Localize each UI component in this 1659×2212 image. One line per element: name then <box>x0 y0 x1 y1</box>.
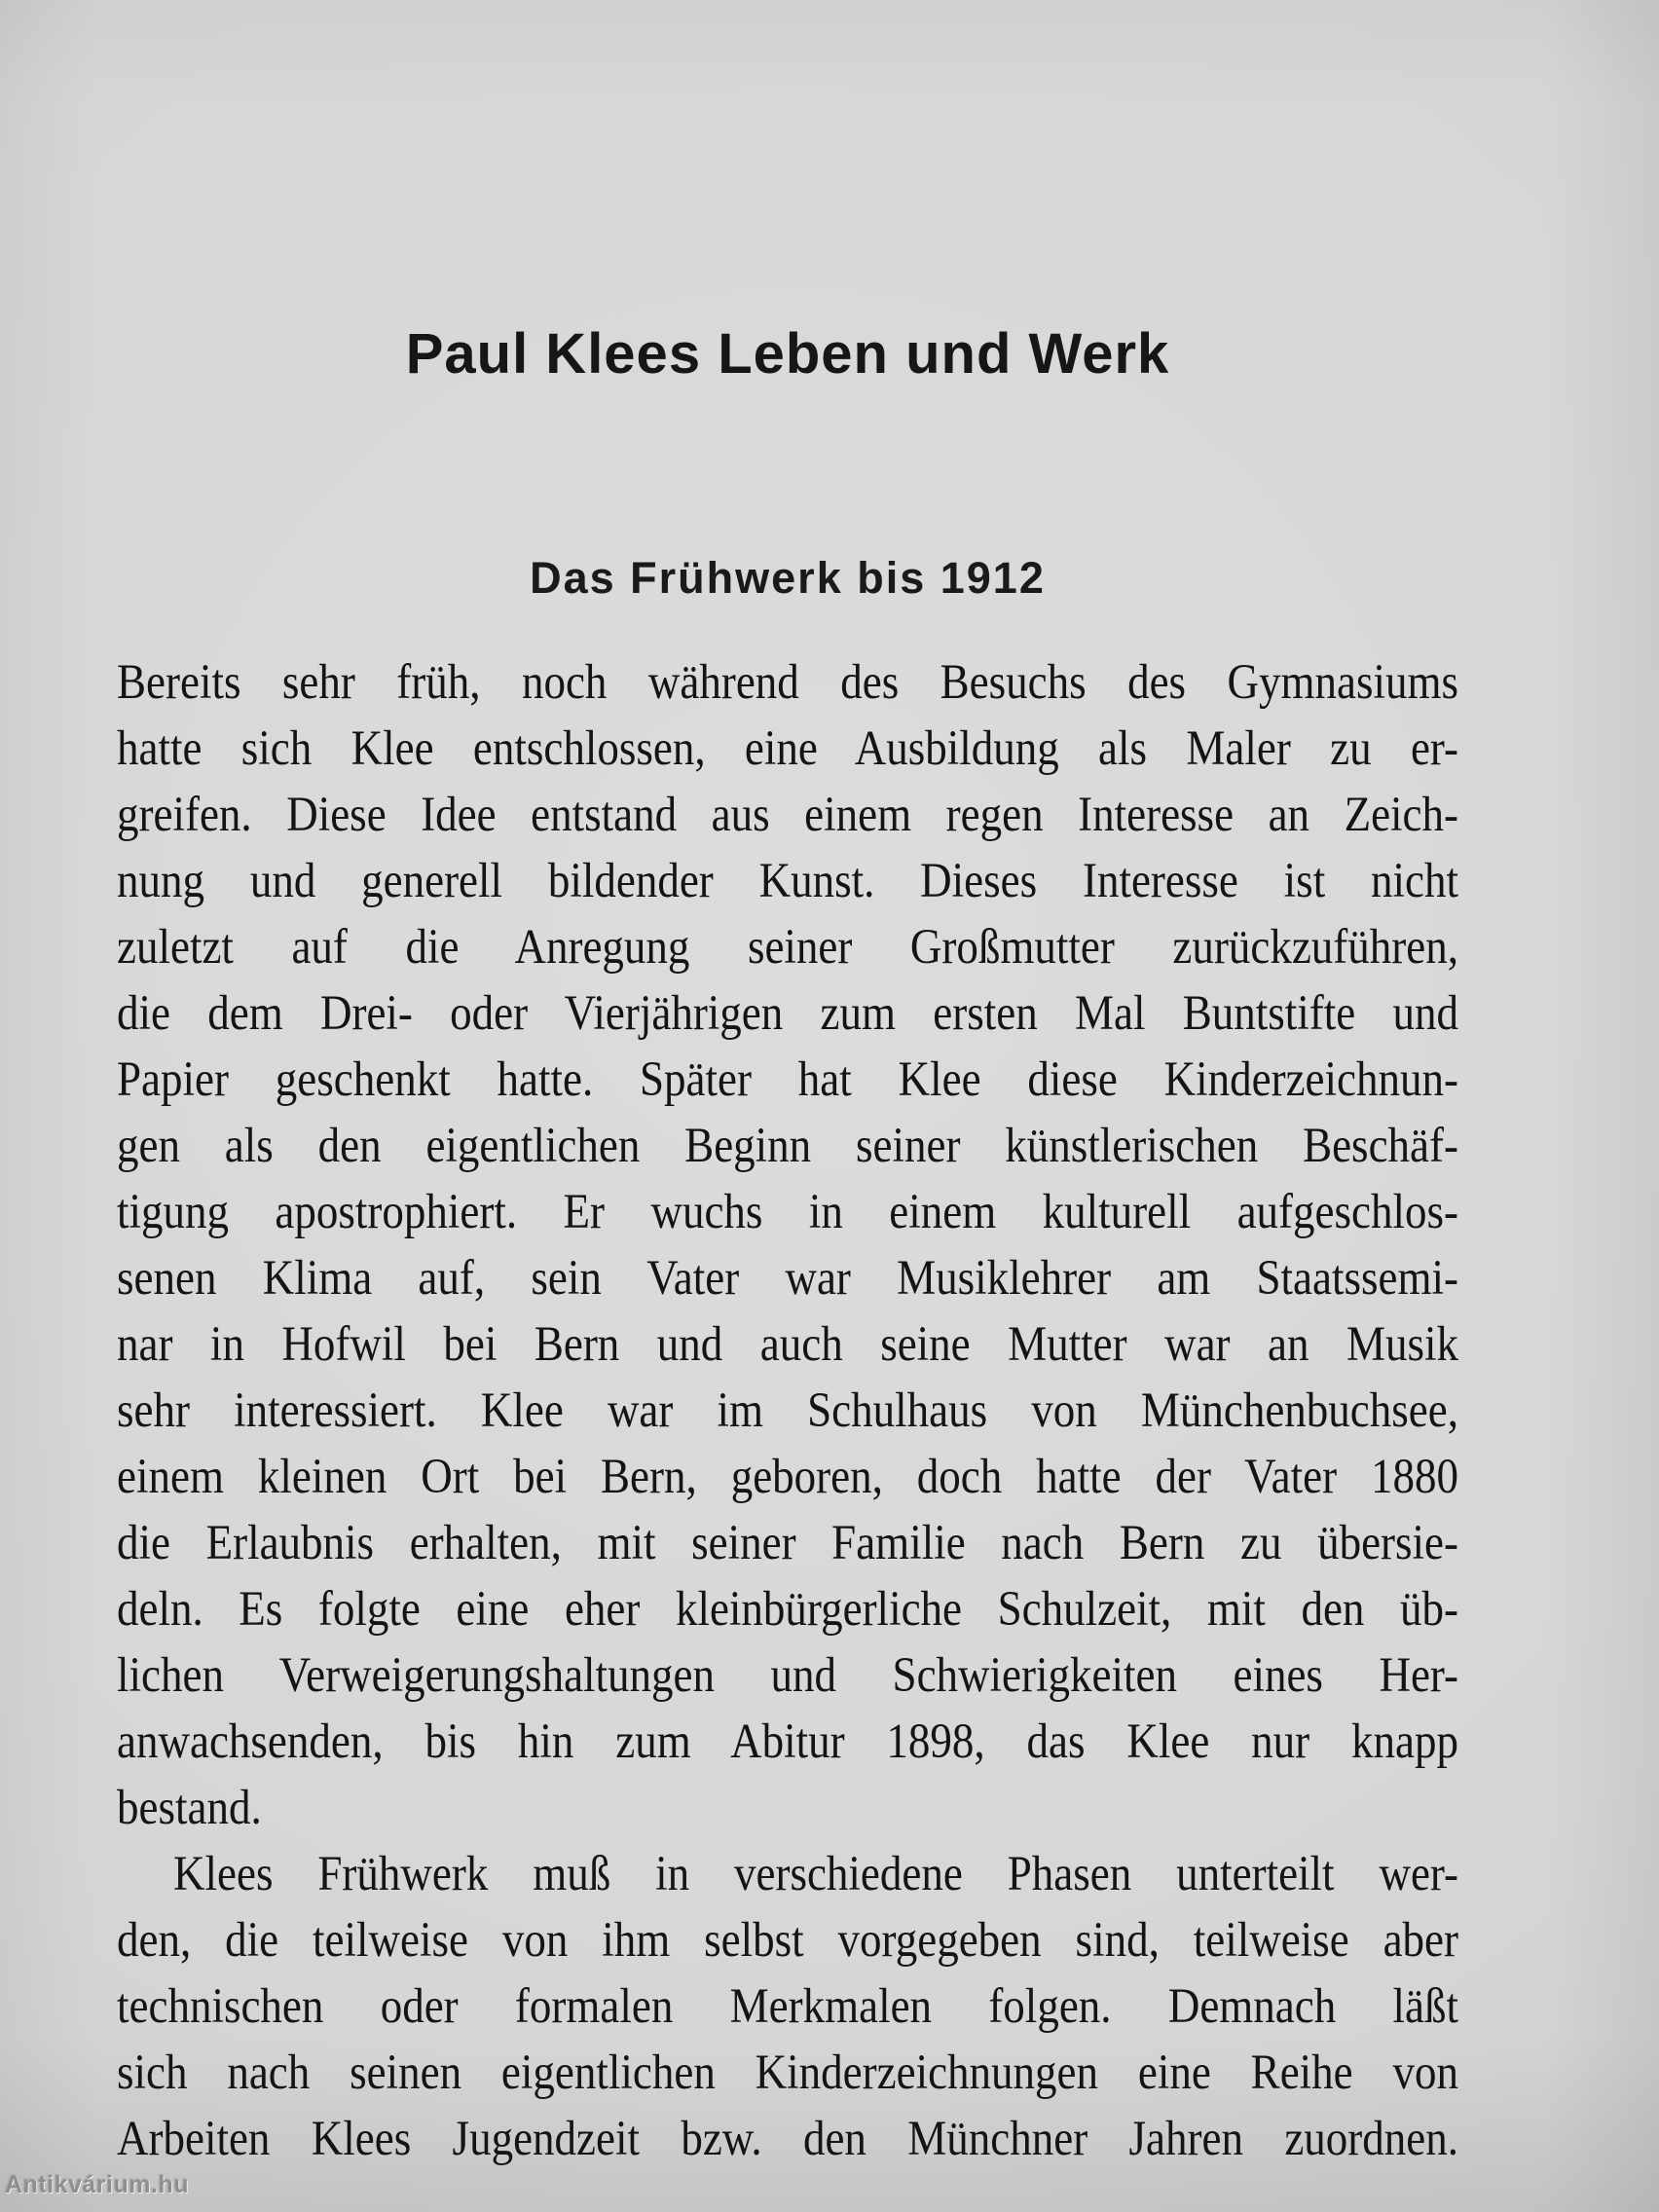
text-line: deln. Es folgte eine eher kleinbürgerliche Schulzeit, mit den üb- <box>117 1581 1458 1636</box>
text-line: bestand. <box>117 1780 262 1834</box>
text-line: lichen Verweigerungshaltungen und Schwierigkeiten eines Her- <box>117 1647 1458 1702</box>
text-line: anwachsenden, bis hin zum Abitur 1898, das Klee nur knapp <box>117 1714 1458 1768</box>
text-line: die dem Drei- oder Vierjährigen zum ersten Mal Buntstifte und <box>117 985 1458 1040</box>
section-heading: Das Frühwerk bis 1912 <box>530 553 1046 603</box>
text-line: technischen oder formalen Merkmalen folgen. Demnach läßt <box>117 1978 1458 2033</box>
text-line: nung und generell bildender Kunst. Dieses Interesse ist nicht <box>117 853 1458 907</box>
text-line: die Erlaubnis erhalten, mit seiner Familie nach Bern zu übersie- <box>117 1515 1458 1569</box>
text-line: hatte sich Klee entschlossen, eine Ausbildung als Maler zu er- <box>117 720 1458 775</box>
body-text <box>117 648 1458 2171</box>
watermark: Antikvárium.hu <box>5 2171 189 2198</box>
text-line: tigung apostrophiert. Er wuchs in einem kulturell aufgeschlos- <box>117 1184 1458 1238</box>
text-line: senen Klima auf, sein Vater war Musiklehrer am Staatssemi- <box>117 1250 1458 1305</box>
text-line: Papier geschenkt hatte. Später hat Klee diese Kinderzeichnun- <box>117 1051 1458 1106</box>
text-line: sehr interessiert. Klee war im Schulhaus von Münchenbuchsee, <box>117 1382 1458 1437</box>
text-line: Bereits sehr früh, noch während des Besuchs des Gymnasiums <box>117 654 1458 709</box>
text-line: Arbeiten Klees Jugendzeit bzw. den Münchner Jahren zuordnen. <box>117 2111 1458 2165</box>
text-line: gen als den eigentlichen Beginn seiner künstlerischen Beschäf- <box>117 1118 1458 1172</box>
text-line: Klees Frühwerk muß in verschiedene Phasen unterteilt wer- <box>173 1846 1458 1900</box>
text-line: zuletzt auf die Anregung seiner Großmutter zurückzuführen, <box>117 919 1458 974</box>
text-line: sich nach seinen eigentlichen Kinderzeichnungen eine Reihe von <box>117 2045 1458 2099</box>
text-line: greifen. Diese Idee entstand aus einem regen Interesse an Zeich- <box>117 787 1458 841</box>
text-line: einem kleinen Ort bei Bern, geboren, doch hatte der Vater 1880 <box>117 1449 1458 1503</box>
page-title: Paul Klees Leben und Werk <box>405 322 1170 386</box>
text-line: nar in Hofwil bei Bern und auch seine Mutter war an Musik <box>117 1316 1458 1371</box>
text-line: den, die teilweise von ihm selbst vorgegeben sind, teilweise aber <box>117 1912 1458 1967</box>
